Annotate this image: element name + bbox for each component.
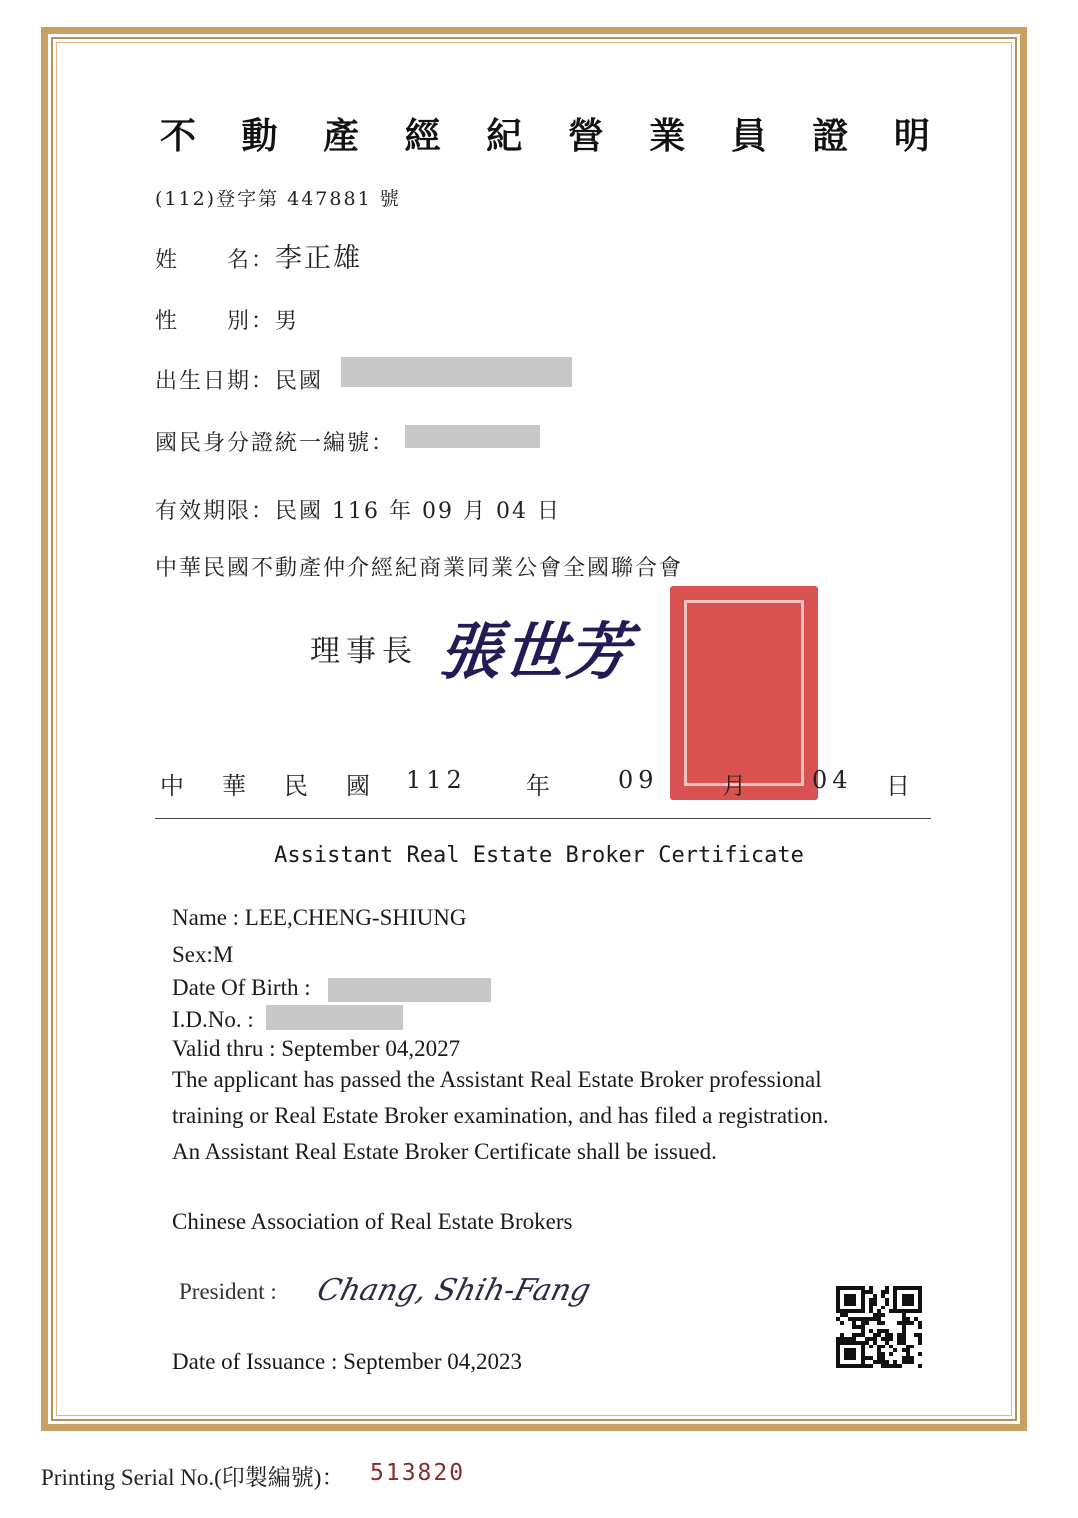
president-signature-en: Chang, Shih-Fang — [313, 1273, 595, 1308]
printing-serial-label: Printing Serial No.(印製編號)： — [41, 1465, 345, 1490]
sex-en: Sex:M — [172, 942, 234, 967]
printing-serial-number: 513820 — [370, 1460, 466, 1486]
name-en: Name : LEE,CHENG-SHIUNG — [172, 905, 467, 930]
date-part: 華 — [222, 772, 246, 800]
dob-label-en: Date Of Birth : — [172, 975, 311, 1000]
valid-thru-en: Valid thru : September 04,2027 — [172, 1036, 461, 1061]
title-char: 明 — [893, 115, 930, 157]
title-char: 不 — [160, 115, 197, 157]
sex-row-zh — [155, 304, 299, 335]
association-name-zh: 中華民國不動產仲介經紀商業同業公會全國聯合會 — [155, 556, 684, 581]
qr-code — [836, 1286, 922, 1368]
date-part: 年 — [526, 772, 550, 800]
name-row-zh — [155, 236, 362, 275]
qr-module — [918, 1364, 922, 1368]
sex-value-zh: 男 — [275, 309, 300, 334]
title-char: 營 — [567, 115, 604, 157]
association-name-en: Chinese Association of Real Estate Brokers — [172, 1209, 573, 1234]
name-value-zh: 李正雄 — [275, 243, 363, 274]
date-part: 04 — [812, 766, 853, 794]
certificate-title-zh — [160, 108, 930, 159]
statement-line-2: training or Real Estate Broker examination, and has filed a registration. — [172, 1103, 829, 1128]
date-part: 民 — [284, 772, 308, 800]
statement-line-3: An Assistant Real Estate Broker Certificate shall be issued. — [172, 1139, 717, 1164]
date-part: 日 — [886, 772, 910, 800]
date-part: 國 — [346, 772, 370, 800]
title-char: 證 — [812, 115, 849, 157]
redacted-id-zh — [405, 425, 540, 448]
id-label-en: I.D.No. : — [172, 1007, 254, 1032]
certificate-title-en: Assistant Real Estate Broker Certificate — [274, 843, 804, 868]
title-char: 動 — [241, 115, 278, 157]
redacted-dob-zh — [341, 357, 572, 387]
redacted-dob-en — [328, 978, 491, 1002]
title-char: 產 — [323, 115, 360, 157]
section-divider — [155, 818, 931, 819]
title-char: 業 — [649, 115, 686, 157]
title-char: 經 — [404, 115, 441, 157]
date-of-issuance-en: Date of Issuance : September 04,2023 — [172, 1349, 523, 1374]
title-char: 紀 — [486, 115, 523, 157]
dob-label-zh: 出生日期：民國 — [155, 369, 324, 394]
registration-number: (112)登字第 447881 號 — [155, 188, 401, 210]
statement-line-1: The applicant has passed the Assistant Real Estate Broker professional — [172, 1067, 822, 1092]
date-part: 09 — [618, 766, 659, 794]
redacted-id-en — [266, 1005, 403, 1030]
title-char: 員 — [730, 115, 767, 157]
sex-label-zh: 性 別： — [155, 309, 276, 334]
official-seal-border — [684, 600, 804, 786]
id-label-zh: 國民身分證統一編號： — [155, 431, 396, 456]
president-signature-zh: 張世芳 — [435, 615, 636, 688]
president-label-zh: 理事長 — [310, 634, 418, 669]
president-label-en: President : — [179, 1279, 277, 1304]
valid-until-zh: 有效期限：民國 116 年 09 月 04 日 — [155, 499, 561, 524]
date-part: 中 — [160, 772, 184, 800]
date-part: 112 — [406, 766, 467, 794]
name-label-zh: 姓 名： — [155, 248, 276, 273]
date-part: 月 — [722, 772, 746, 800]
